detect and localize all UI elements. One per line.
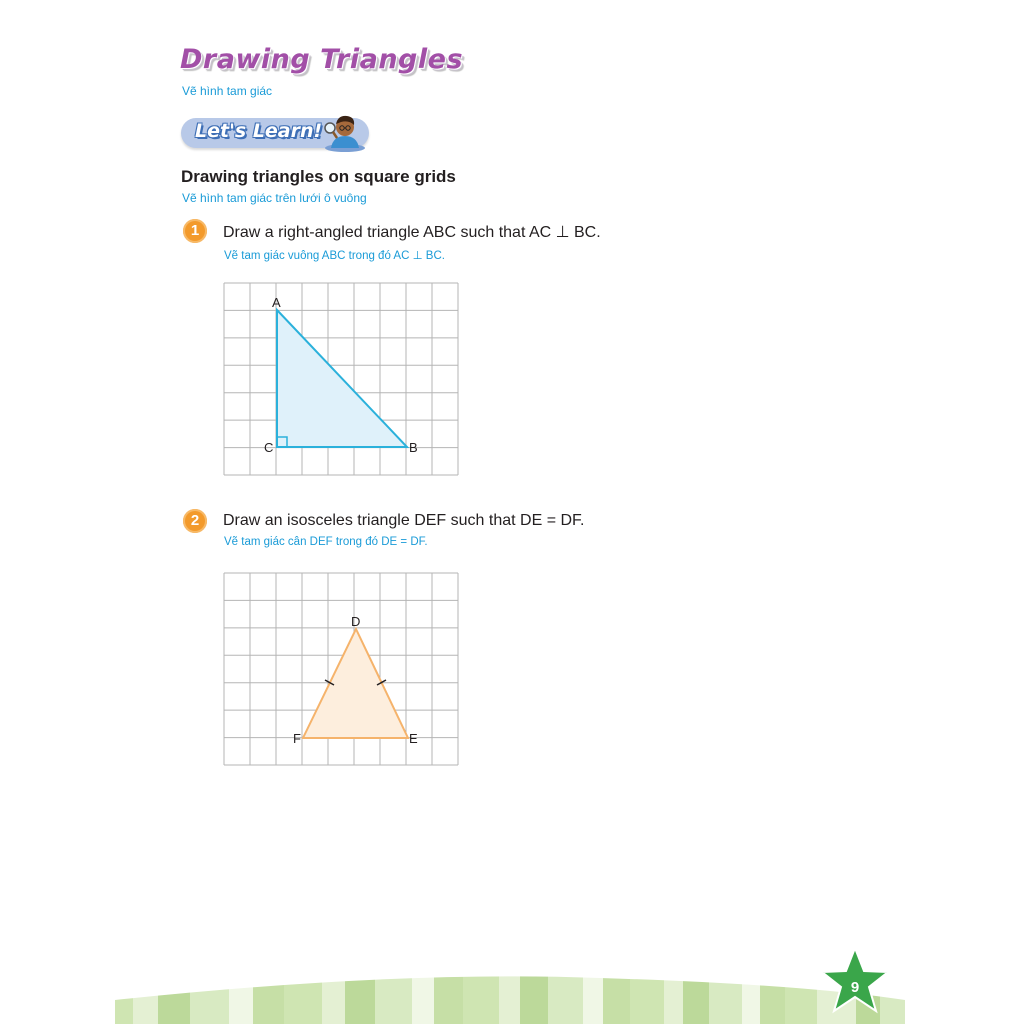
page-number: 9: [850, 979, 860, 996]
vertex-label-f: F: [293, 731, 301, 746]
footer-stripes: [0, 940, 1024, 1024]
vertex-label-b: B: [409, 440, 418, 455]
question-2-translation: Vẽ tam giác cân DEF trong đó DE = DF.: [224, 536, 428, 548]
question-number-2: 2: [183, 509, 207, 533]
question-1-translation: Vẽ tam giác vuông ABC trong đó AC ⊥ BC.: [224, 250, 445, 262]
vertex-label-a: A: [272, 295, 281, 310]
grid-question-2: [222, 571, 462, 769]
badge-label: Let's Learn!: [195, 120, 323, 142]
stripe-band: [115, 940, 911, 1024]
section-subheading: Vẽ hình tam giác trên lưới ô vuông: [182, 191, 367, 205]
vertex-label-e: E: [409, 731, 418, 746]
grid-question-1: [222, 281, 462, 479]
lets-learn-badge: [181, 116, 371, 150]
page-subtitle: Vẽ hình tam giác: [182, 84, 273, 98]
triangle-def: [303, 629, 408, 738]
question-2-text: Draw an isosceles triangle DEF such that DE = DF.: [223, 512, 585, 529]
triangle-abc: [277, 310, 407, 447]
vertex-label-d: D: [351, 614, 361, 629]
boy-with-magnifier-icon: [321, 112, 367, 152]
question-1-text: Draw a right-angled triangle ABC such that AC ⊥ BC.: [223, 224, 601, 241]
vertex-label-c: C: [264, 440, 274, 455]
page-title: Drawing Triangles: [180, 44, 464, 75]
section-heading: Drawing triangles on square grids: [181, 167, 456, 186]
question-number-1: 1: [183, 219, 207, 243]
